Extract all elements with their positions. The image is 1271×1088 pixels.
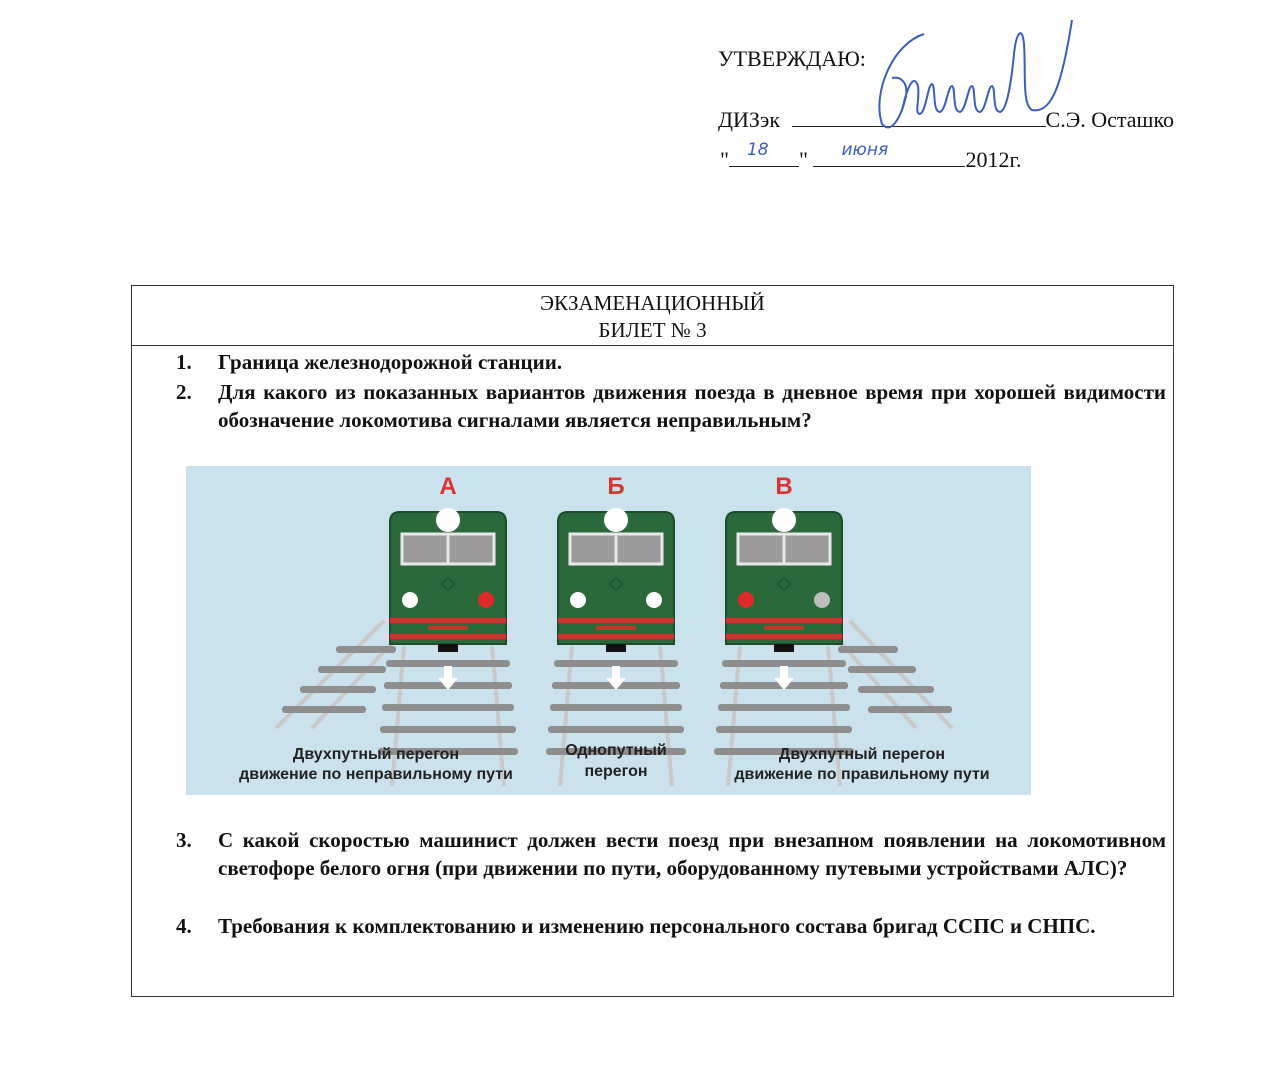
variant-c-right-light — [814, 592, 830, 608]
ticket-title: ЭКЗАМЕНАЦИОННЫЙ — [540, 291, 765, 315]
approve-word: УТВЕРЖДАЮ: — [718, 46, 866, 71]
exam-ticket — [131, 285, 1174, 997]
variant-b-letter: Б — [607, 473, 625, 500]
variant-b-locomotive — [558, 508, 674, 652]
approval-date-line: " 18 " июня 2012г. — [720, 140, 1022, 172]
question-2: 2. Для какого из показанных вариантов движения поезда в дневное время при хорошей видимости обозначение локомотива сигналами является неправильным? — [176, 380, 1166, 432]
locomotive-signals-figure — [186, 466, 1031, 795]
date-year: 2012г. — [965, 147, 1022, 172]
variant-c-caption-2: движение по правильному пути — [734, 766, 990, 783]
variant-c-letter: В — [775, 473, 793, 500]
variant-a-caption-1: Двухпутный перегон — [292, 746, 460, 763]
handwritten-signature — [862, 14, 1092, 144]
variant-a-left-light — [402, 592, 418, 608]
question-3: 3. С какой скоростью машинист должен вести поезд при внезапном появлении на локомотивном светофоре белого огня (при движении по пути, оборудованному путевыми устройствами АЛС)? — [176, 828, 1166, 880]
ticket-header — [132, 286, 1173, 346]
variant-c-locomotive — [726, 508, 842, 652]
variant-b-caption-1: Однопутный — [565, 742, 667, 759]
date-day-field — [729, 140, 799, 167]
question-4: 4. Требования к комплектованию и изменению персонального состава бригад ССПС и СНПС. — [176, 914, 1096, 938]
variant-b-caption-2: перегон — [584, 763, 648, 780]
variant-b-left-light — [570, 592, 586, 608]
question-1: 1. Граница железнодорожной станции. — [176, 350, 563, 374]
variant-a-caption-2: движение по неправильному пути — [239, 766, 513, 783]
date-month: июня — [841, 140, 889, 160]
ticket-number: БИЛЕТ № 3 — [598, 318, 707, 342]
variant-b-right-light — [646, 592, 662, 608]
variant-a-letter: А — [439, 473, 457, 500]
approval-position: ДИЗэк — [718, 107, 781, 132]
date-month-field — [813, 140, 965, 167]
date-day: 18 — [746, 140, 769, 160]
variant-a-right-light — [478, 592, 494, 608]
approver-name: С.Э. Осташко — [1045, 107, 1175, 132]
variant-c-caption-1: Двухпутный перегон — [778, 746, 946, 763]
variant-c-left-light — [738, 592, 754, 608]
variant-a-locomotive — [390, 508, 506, 652]
